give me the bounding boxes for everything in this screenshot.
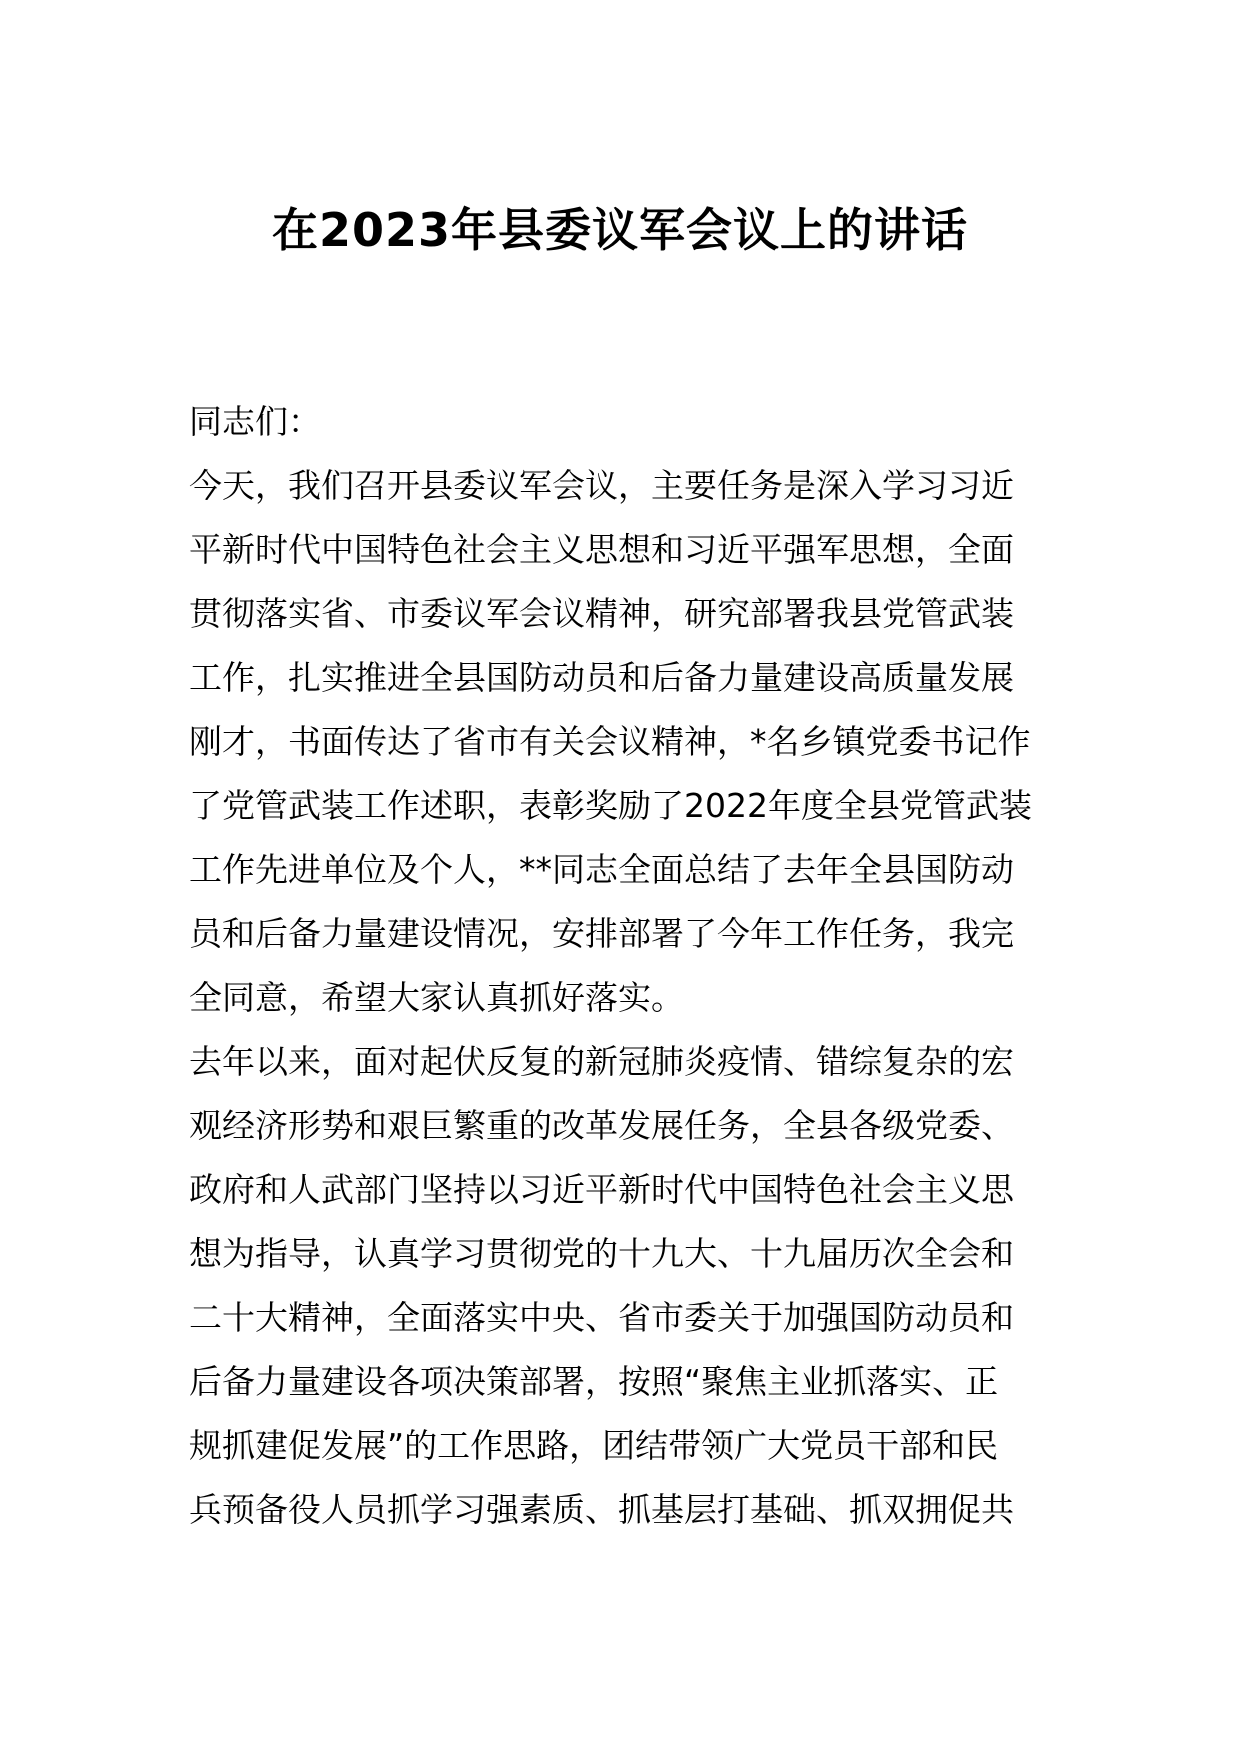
text-line: 员和后备力量建设情况，安排部署了今年工作任务，我完 bbox=[189, 914, 1014, 953]
text-line: 兵预备役人员抓学习强素质、抓基层打基础、抓双拥促共 bbox=[189, 1490, 1014, 1529]
text-line: 政府和人武部门坚持以习近平新时代中国特色社会主义思 bbox=[189, 1170, 1014, 1209]
text-line: 平新时代中国特色社会主义思想和习近平强军思想，全面 bbox=[189, 530, 1014, 569]
text-line: 刚才，书面传达了省市有关会议精神，*名乡镇党委书记作 bbox=[189, 722, 1031, 761]
text-line: 同志们： bbox=[189, 402, 321, 441]
text-line: 工作先进单位及个人，**同志全面总结了去年全县国防动 bbox=[189, 850, 1014, 889]
text-line: 二十大精神，全面落实中央、省市委关于加强国防动员和 bbox=[189, 1298, 1014, 1337]
text-line: 工作，扎实推进全县国防动员和后备力量建设高质量发展 bbox=[189, 658, 1014, 697]
text-line: 想为指导，认真学习贯彻党的十九大、十九届历次全会和 bbox=[189, 1234, 1014, 1273]
text-line: 观经济形势和艰巨繁重的改革发展任务，全县各级党委、 bbox=[189, 1106, 1014, 1145]
text-line: 规抓建促发展”的工作思路，团结带领广大党员干部和民 bbox=[189, 1426, 999, 1465]
document-body bbox=[189, 390, 1055, 1542]
text-line: 贯彻落实省、市委议军会议精神，研究部署我县党管武装 bbox=[189, 594, 1014, 633]
text-line: 全同意，希望大家认真抓好落实。 bbox=[189, 978, 684, 1017]
document-title: 在2023年县委议军会议上的讲话 bbox=[271, 203, 969, 257]
text-line: 去年以来，面对起伏反复的新冠肺炎疫情、错综复杂的宏 bbox=[189, 1042, 1014, 1081]
text-line: 后备力量建设各项决策部署，按照“聚焦主业抓落实、正 bbox=[189, 1362, 999, 1401]
text-line: 了党管武装工作述职，表彰奖励了2022年度全县党管武装 bbox=[189, 786, 1032, 825]
text-line: 今天，我们召开县委议军会议，主要任务是深入学习习近 bbox=[189, 466, 1014, 505]
